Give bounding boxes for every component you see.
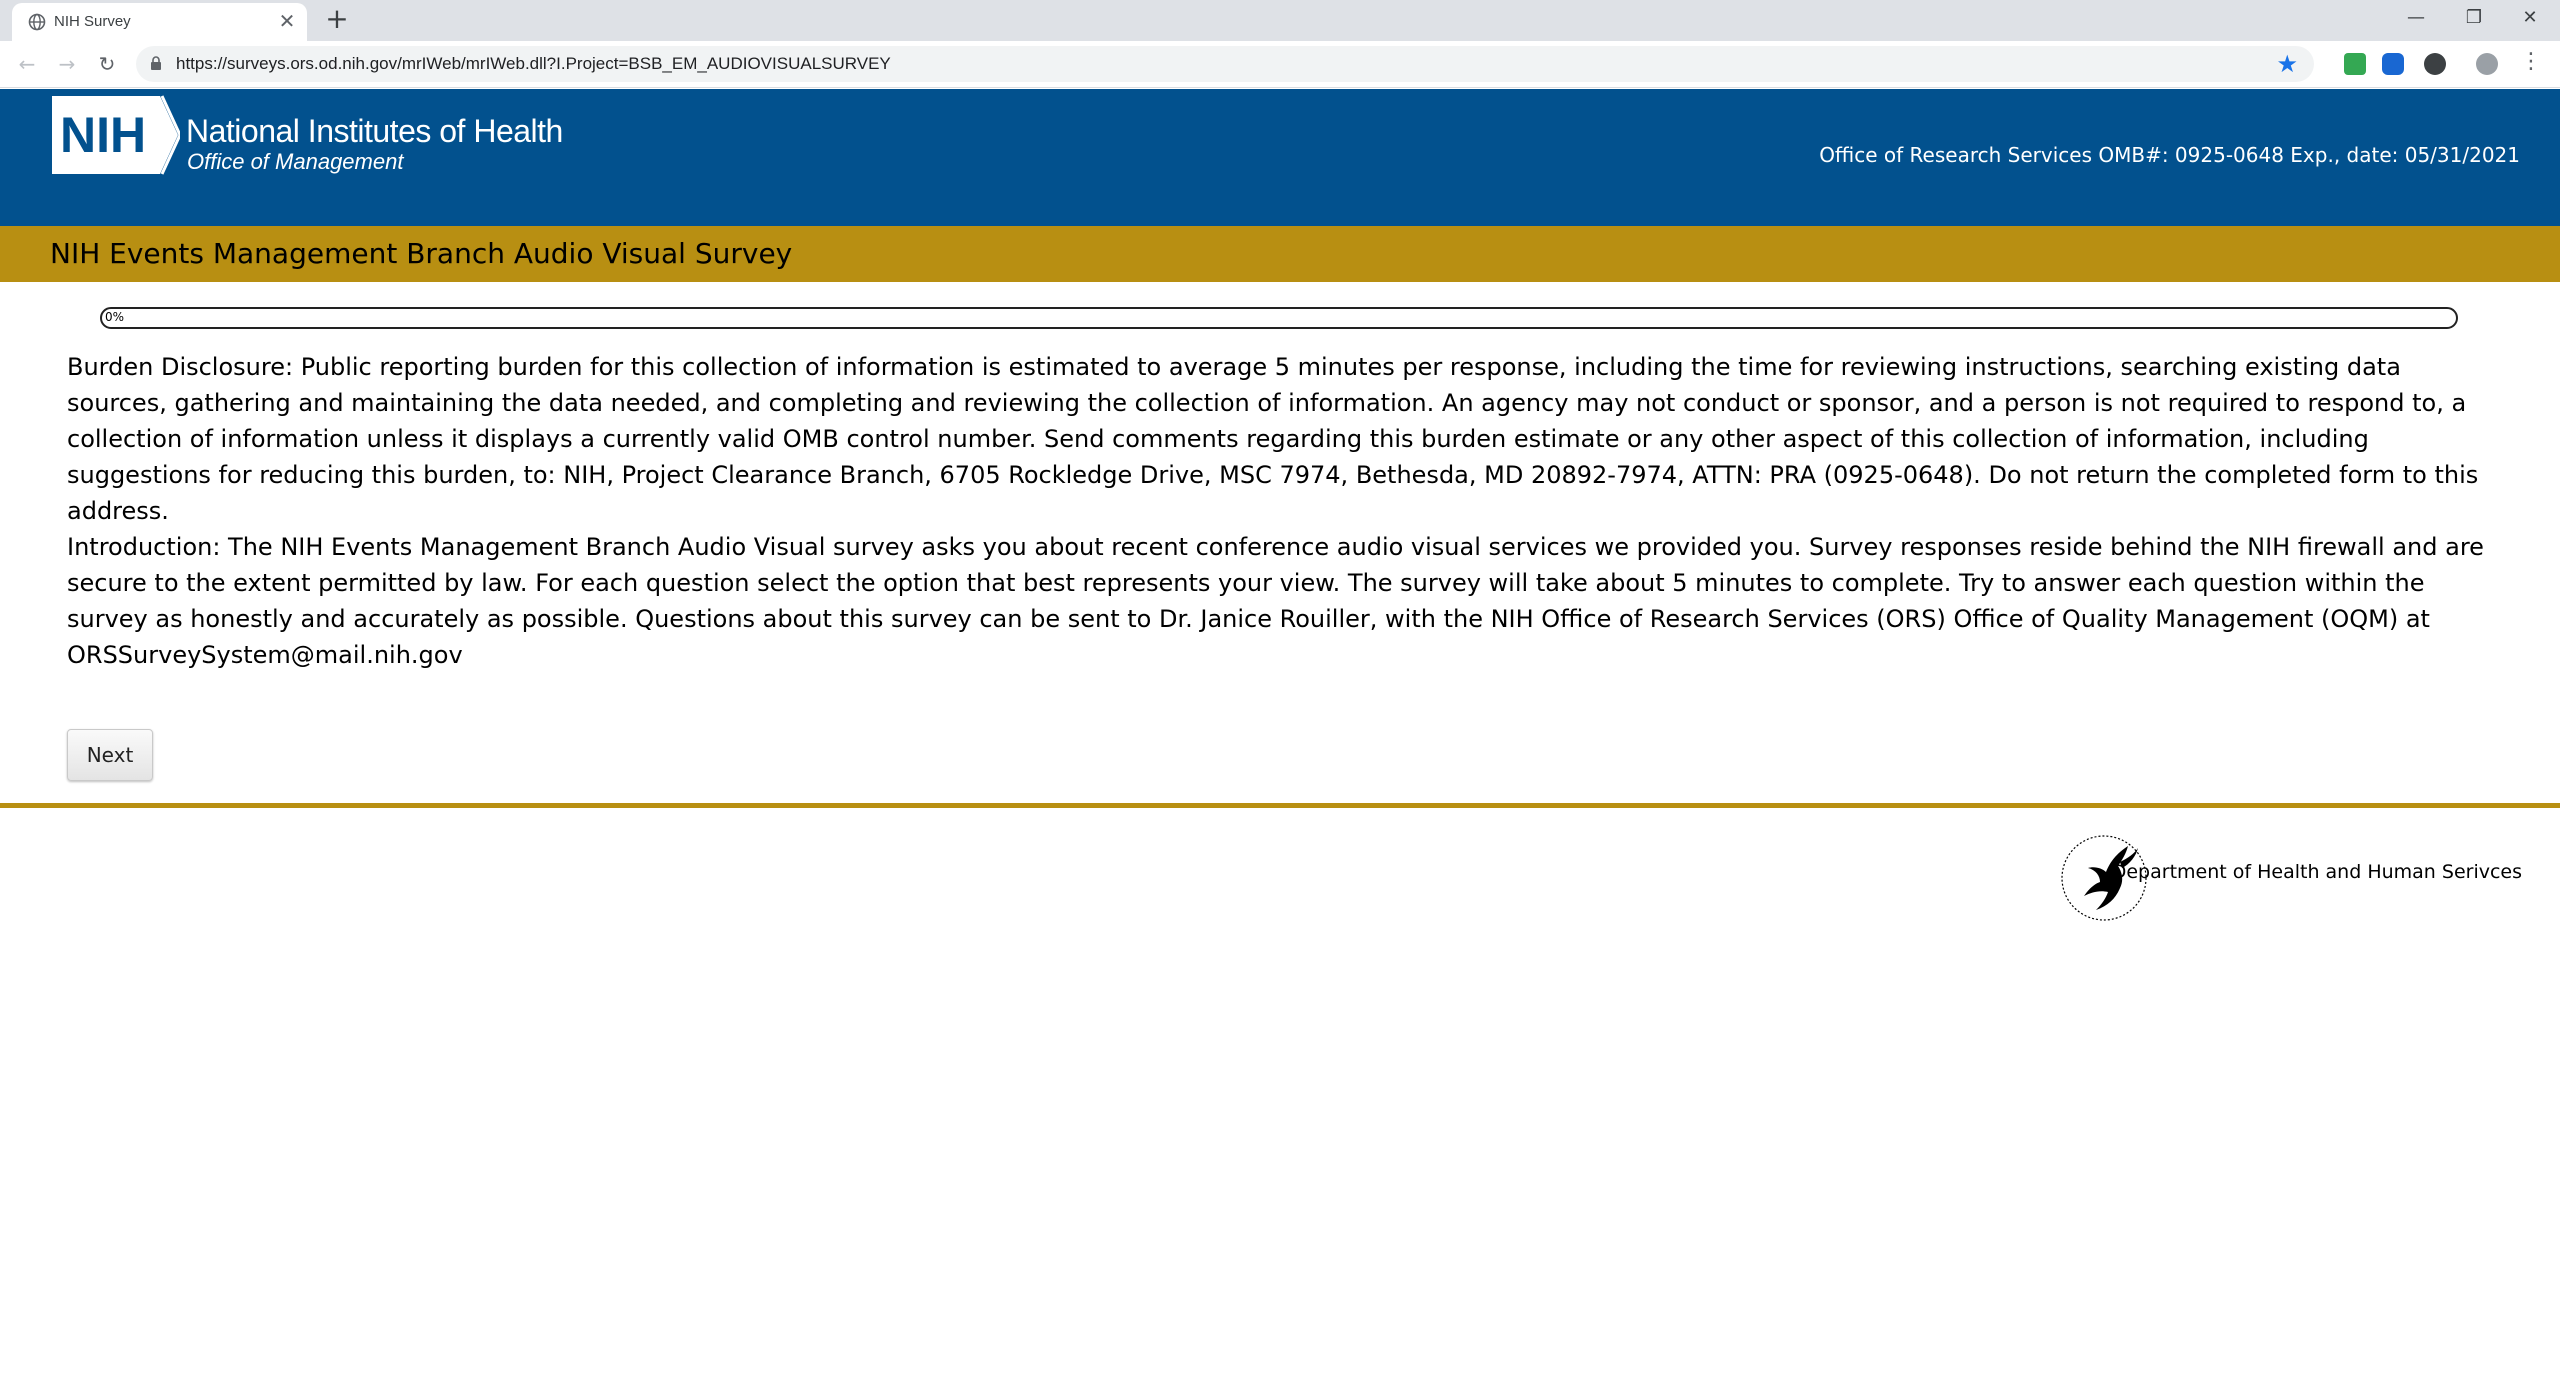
hhs-department-text: Department of Health and Human Serivces <box>2111 861 2522 883</box>
restore-button[interactable]: ❐ <box>2465 7 2483 28</box>
progress-bar <box>100 307 2458 329</box>
browser-tabstrip <box>0 0 2560 41</box>
burden-disclosure: Burden Disclosure: Public reporting burden for this collection of information is estimated to average 5 minutes per response, including the time for reviewing instructions, searching existing data sources, gathering and maintaining the data needed, and completing and reviewing the collection of information. An agency may not conduct or sponsor, and a person is not required to respond to, a collection of information unless it displays a currently valid OMB control number. Send comments regarding this burden estimate or any other aspect of this collection of information, including suggestions for reducing this burden, to: NIH, Project Clearance Branch, 6705 Rockledge Drive, MSC 7974, Bethesda, MD 20892-7974, ATTN: PRA (0925-0648). Do not return the completed form to this address. <box>67 353 2479 525</box>
tab-title: NIH Survey <box>54 13 131 30</box>
next-button[interactable]: Next <box>67 729 153 781</box>
nih-logo-icon <box>50 92 180 178</box>
page-title: NIH Events Management Branch Audio Visual Survey <box>50 237 793 270</box>
profile-avatar-icon[interactable] <box>2476 53 2498 75</box>
omb-text: Office of Research Services OMB#: 0925-0648 Exp., date: 05/31/2021 <box>1819 143 2520 167</box>
forward-button[interactable]: → <box>58 52 76 76</box>
browser-tab[interactable] <box>12 3 307 41</box>
address-bar[interactable] <box>136 46 2314 82</box>
new-tab-button[interactable]: + <box>325 2 349 35</box>
title-bar <box>0 226 2560 282</box>
extension-circle-icon[interactable] <box>2424 53 2446 75</box>
progress-label: 0% <box>105 310 125 324</box>
url-text: https://surveys.ors.od.nih.gov/mrIWeb/mrIWeb.dll?I.Project=BSB_EM_AUDIOVISUALSURVEY <box>176 54 891 73</box>
extension-sync-icon[interactable] <box>2382 53 2404 75</box>
reload-button[interactable]: ↻ <box>98 52 116 76</box>
minimize-button[interactable]: — <box>2407 7 2425 28</box>
tab-close-icon[interactable]: ✕ <box>278 11 296 33</box>
back-button[interactable]: ← <box>18 52 36 76</box>
site-header <box>0 89 2560 226</box>
close-window-button[interactable]: ✕ <box>2522 7 2538 28</box>
footer-divider <box>0 803 2560 808</box>
extension-icon[interactable] <box>2344 53 2366 75</box>
browser-toolbar <box>0 41 2560 88</box>
introduction-text: Introduction: The NIH Events Management Branch Audio Visual survey asks you about recent conference audio visual services we provided you. Survey responses reside behind the NIH firewall and are secure to the extent permitted by law. For each question select the option that best represents your view. The survey will take about 5 minutes to complete. Try to answer each question within the survey as honestly and accurately as possible. Questions about this survey can be sent to Dr. Janice Rouiller, with the NIH Office of Research Services (ORS) Office of Quality Management (OQM) at ORSSurveySystem@mail.nih.gov <box>67 533 2484 669</box>
lock-icon <box>150 56 162 71</box>
globe-icon <box>28 13 46 31</box>
org-name: National Institutes of Health <box>186 113 563 149</box>
bookmark-star-icon[interactable]: ★ <box>2276 50 2298 78</box>
browser-menu-icon[interactable]: ⋮ <box>2520 49 2542 74</box>
nih-logo-mark: NIH <box>60 107 147 163</box>
org-subname: Office of Management <box>187 149 404 174</box>
